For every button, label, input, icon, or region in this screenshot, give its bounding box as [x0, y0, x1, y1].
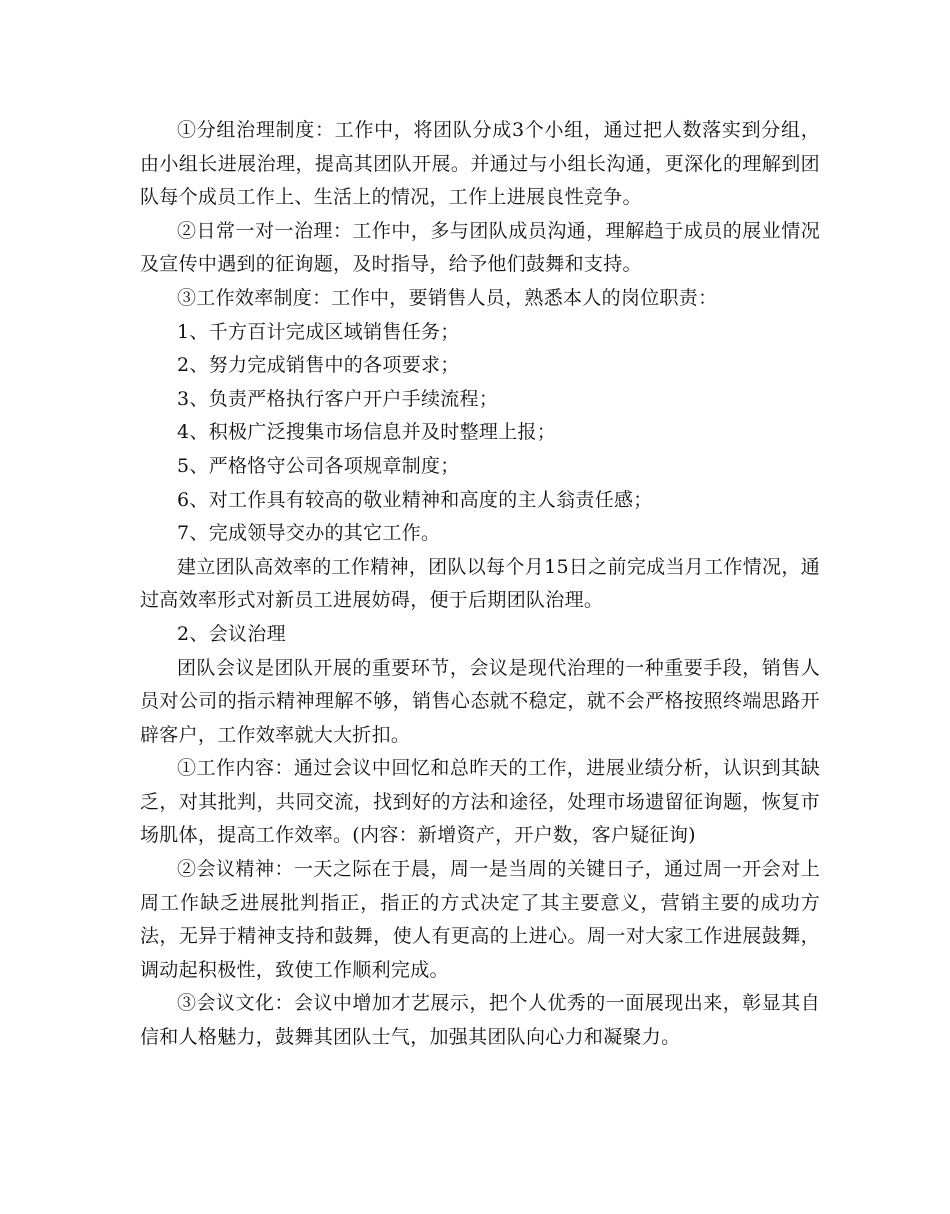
section-heading-meeting: 2、会议治理 — [177, 622, 286, 645]
list-item-duty-5: 5、严格恪守公司各项规章制度； — [177, 454, 460, 477]
paragraph-meeting-content: ①工作内容：通过会议中回忆和总昨天的工作，进展业绩分析，认识到其缺乏，对其批判，共同交流，找到好的方法和途径，处理市场遗留征询题，恢复市场肌体，提高工作效率。(内容：新增资产，开户数，客户疑征询) — [140, 757, 820, 847]
list-item-duty-2: 2、努力完成销售中的各项要求； — [177, 354, 460, 377]
list-item-duty-1: 1、千方百计完成区域销售任务； — [177, 320, 460, 343]
paragraph-group-management: ①分组治理制度：工作中，将团队分成3个小组，通过把人数落实到分组，由小组长进展治理，提高其团队开展。并通过与小组长沟通，更深化的理解到团队每个成员工作上、生活上的情况，工作上进展良性竞争。 — [140, 119, 820, 209]
paragraph-team-spirit: 建立团队高效率的工作精神，团队以每个月15日之前完成当月工作情况，通过高效率形式对新员工进展妨碍，便于后期团队治理。 — [140, 555, 820, 612]
paragraph-meeting-importance: 团队会议是团队开展的重要环节，会议是现代治理的一种重要手段，销售人员对公司的指示精神理解不够，销售心态就不稳定，就不会严格按照终端思路开辟客户，工作效率就大大折扣。 — [140, 656, 820, 746]
paragraph-one-on-one: ②日常一对一治理：工作中，多与团队成员沟通，理解趋于成员的展业情况及宣传中遇到的征询题，及时指导，给予他们鼓舞和支持。 — [140, 219, 820, 276]
list-item-duty-4: 4、积极广泛搜集市场信息并及时整理上报； — [177, 421, 557, 444]
paragraph-meeting-spirit: ②会议精神：一天之际在于晨，周一是当周的关键日子，通过周一开会对上周工作缺乏进展批判指正，指正的方式决定了其主要意义，营销主要的成功方法，无异于精神支持和鼓舞，使人有更高的上进心。周一对大家工作进展鼓舞，调动起积极性，致使工作顺利完成。 — [140, 858, 820, 981]
list-item-duty-6: 6、对工作具有较高的敬业精神和高度的主人翁责任感； — [177, 488, 653, 511]
list-item-duty-7: 7、完成领导交办的其它工作。 — [177, 522, 441, 545]
paragraph-efficiency-system: ③工作效率制度：工作中，要销售人员，熟悉本人的岗位职责： — [177, 286, 718, 309]
paragraph-meeting-culture: ③会议文化：会议中增加才艺展示，把个人优秀的一面展现出来，彰显其自信和人格魅力，鼓舞其团队士气，加强其团队向心力和凝聚力。 — [140, 992, 820, 1049]
document-page — [140, 114, 820, 1055]
list-item-duty-3: 3、负责严格执行客户开户手续流程； — [177, 387, 499, 410]
